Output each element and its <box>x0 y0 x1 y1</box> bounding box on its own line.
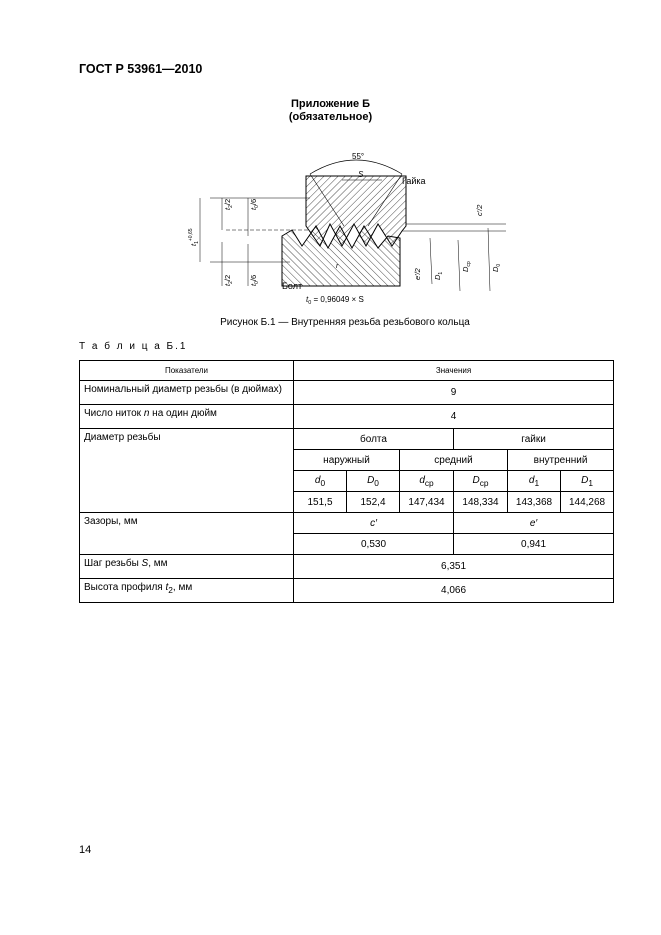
row6-label: Высота профиля $t_2$, мм <box>80 579 294 603</box>
dim-t2-top: $t_2/2$ <box>223 198 234 210</box>
row3-label: Диаметр резьбы <box>80 429 294 513</box>
figure-caption: Рисунок Б.1 — Внутренняя резьба резьбового кольца <box>220 317 470 328</box>
document-header: ГОСТ Р 53961—2010 <box>79 62 203 76</box>
sym-d1: $d_1$ <box>508 471 561 492</box>
gap-e-symbol: e′ <box>454 513 614 534</box>
row1-value: 9 <box>294 381 614 405</box>
dim-r: r <box>336 263 339 270</box>
table-title: Т а б л и ц а Б.1 <box>79 341 188 352</box>
header-param: Показатели <box>80 361 294 381</box>
gap-c-value: 0,530 <box>294 534 454 555</box>
bolt-header: болта <box>294 429 454 450</box>
dim-t0-top: $t_0/6$ <box>249 198 260 210</box>
outer-header: наружный <box>294 450 400 471</box>
angle-label: 55° <box>352 152 365 161</box>
angle-arc <box>310 160 402 174</box>
nut-label: Гайка <box>402 176 426 186</box>
dim-t1: $t_1^{+0,65}$ <box>188 228 200 246</box>
sym-d0: $d_0$ <box>294 471 347 492</box>
dim-t2-bottom: $t_2/2$ <box>223 274 234 286</box>
row1-label: Номинальный диаметр резьбы (в дюймах) <box>80 381 294 405</box>
annex-subtitle: (обязательное) <box>288 111 373 123</box>
table-row <box>80 555 614 579</box>
dim-D1: $D_1$ <box>433 271 444 280</box>
thread-parameters-table <box>79 360 614 603</box>
sym-Dcp: $D_{ср}$ <box>454 471 508 492</box>
formula: $t_0 = 0,96049 \times S$ <box>306 295 364 306</box>
annex-heading <box>0 98 661 124</box>
bolt-label: Болт <box>282 281 303 291</box>
val-d1: 143,368 <box>508 492 561 513</box>
dim-e: e′/2 <box>413 268 422 280</box>
val-d0: 151,5 <box>294 492 347 513</box>
val-D0: 152,4 <box>347 492 400 513</box>
val-Dcp: 148,334 <box>454 492 508 513</box>
table-row <box>80 429 614 450</box>
table-header-row <box>80 361 614 381</box>
row4-label: Зазоры, мм <box>80 513 294 555</box>
row2-value: 4 <box>294 405 614 429</box>
val-dcp: 147,434 <box>400 492 454 513</box>
page-number: 14 <box>79 844 92 856</box>
row2-label: Число ниток n на один дюйм <box>80 405 294 429</box>
header-values: Значения <box>294 361 614 381</box>
gap-c-symbol: c′ <box>294 513 454 534</box>
middle-header: средний <box>400 450 508 471</box>
table-row <box>80 405 614 429</box>
thread-profile-figure <box>170 146 510 308</box>
gap-e-value: 0,941 <box>454 534 614 555</box>
sym-dcp: $d_{ср}$ <box>400 471 454 492</box>
row5-value: 6,351 <box>294 555 614 579</box>
annex-title: Приложение Б <box>290 98 371 110</box>
nut-header: гайки <box>454 429 614 450</box>
table-row <box>80 513 614 534</box>
inner-header: внутренний <box>508 450 614 471</box>
dim-D0: $D_0$ <box>491 263 502 272</box>
dim-Dcp: $D_{ср}$ <box>461 261 472 272</box>
dim-t0-bottom: $t_0/6$ <box>249 274 260 286</box>
table-row <box>80 381 614 405</box>
pitch-label: S <box>358 170 364 179</box>
table-row <box>80 579 614 603</box>
sym-D1: $D_1$ <box>561 471 614 492</box>
dim-c: c′/2 <box>475 204 484 216</box>
row5-label: Шаг резьбы S, мм <box>80 555 294 579</box>
val-D1: 144,268 <box>561 492 614 513</box>
row6-value: 4,066 <box>294 579 614 603</box>
sym-D0: $D_0$ <box>347 471 400 492</box>
bolt-body <box>282 226 400 286</box>
